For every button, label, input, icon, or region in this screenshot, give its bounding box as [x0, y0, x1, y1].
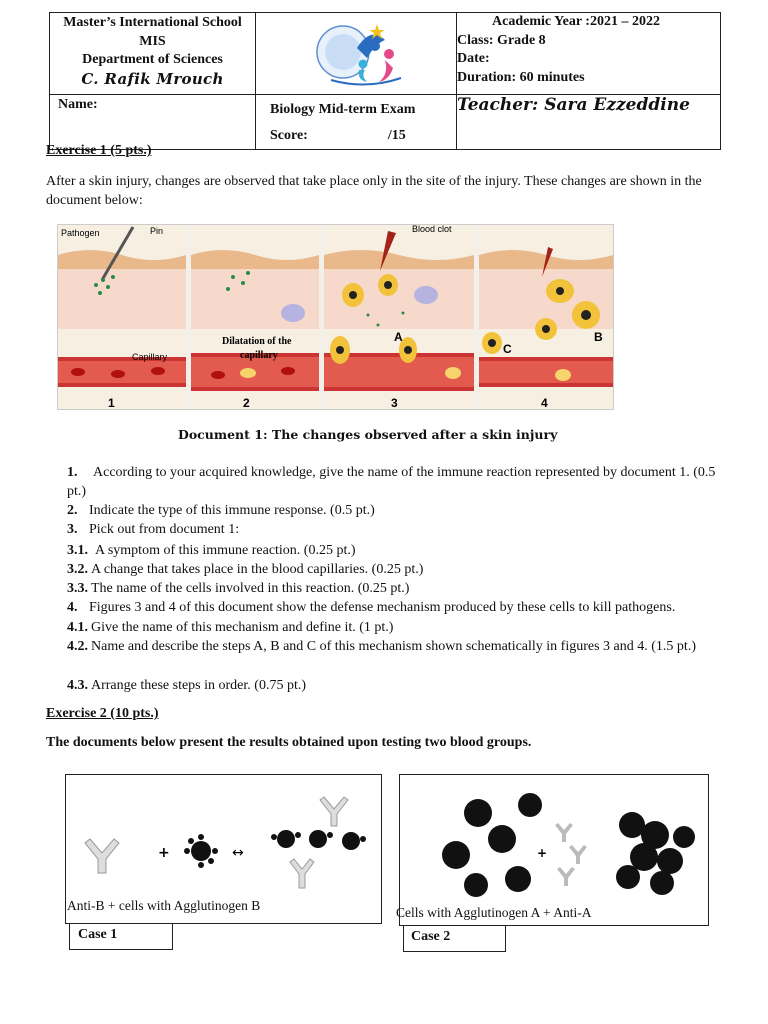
exam-details-cell	[457, 13, 721, 95]
agglutinated-clump	[616, 812, 695, 895]
exam-title-cell	[256, 95, 457, 150]
case2-label: Case 2	[411, 929, 451, 944]
anti-a-antibodies	[555, 823, 587, 886]
exam-header	[49, 12, 721, 150]
exercise1-title: Exercise 1 (5 pts.)	[46, 143, 152, 158]
case1-figure	[65, 774, 382, 924]
duration-label: Duration: 60 minutes	[457, 69, 585, 85]
exercise2-title: Exercise 2 (10 pts.)	[46, 706, 159, 721]
label-blood-clot: Blood clot	[412, 225, 452, 234]
teacher-cell	[457, 95, 721, 150]
case1-label: Case 1	[78, 927, 118, 942]
school-abbrev: MIS	[139, 33, 166, 49]
panel-number-3: 3	[391, 396, 398, 409]
question-4: 4. Figures 3 and 4 of this document show the defense mechanism produced by these cells to kill pathogens.	[67, 600, 676, 615]
school-info-cell	[50, 13, 256, 95]
name-label: Name:	[58, 97, 98, 112]
antibody-icon	[85, 839, 119, 873]
question-3: 3. Pick out from document 1:	[67, 522, 240, 537]
score-total: /15	[387, 128, 406, 143]
director-signature: C. Rafik Mrouch	[81, 69, 224, 88]
label-capillary: Capillary	[132, 352, 168, 362]
question-1: 1. According to your acquired knowledge, give the name of the immune reaction represented by document 1. (0.5 pt.)	[67, 465, 716, 499]
academic-year: Academic Year :2021 – 2022	[492, 14, 660, 29]
red-blood-cells	[442, 793, 542, 897]
panel-3	[324, 225, 474, 409]
date-label: Date:	[457, 51, 490, 66]
question-3-1: 3.1. A symptom of this immune reaction. (0.25 pt.)	[67, 543, 356, 558]
score-label: Score:	[270, 128, 308, 143]
reaction-arrow: ↔	[232, 845, 244, 861]
case2-label-box	[403, 925, 506, 952]
panel-number-2: 2	[243, 396, 250, 409]
label-pin: Pin	[150, 226, 164, 236]
panel-1	[58, 225, 186, 409]
exam-title: Biology Mid-term Exam	[270, 102, 416, 117]
label-dilatation-line2: capillary	[240, 350, 278, 361]
plus-sign: +	[158, 845, 170, 861]
label-step-c: C	[503, 342, 512, 356]
case1-label-box	[69, 923, 173, 950]
panel-number-4: 4	[541, 396, 548, 409]
cell-with-agglutinogen-icon	[184, 834, 218, 868]
teacher-name: Teacher: Sara Ezzeddine	[457, 95, 690, 115]
panel-number-1: 1	[108, 396, 115, 409]
panel-2	[191, 225, 319, 409]
case2-caption: Cells with Agglutinogen A + Anti-A	[396, 905, 592, 920]
case1-illustration	[66, 775, 381, 895]
question-4-2: 4.2. Name and describe the steps A, B and C of this mechanism shown schematically in figures 3 and 4. (1.5 pt.)	[67, 639, 696, 654]
skin-injury-illustration	[58, 225, 613, 409]
panel-4	[479, 225, 613, 409]
exercise2-intro: The documents below present the results obtained upon testing two blood groups.	[46, 735, 532, 750]
exercise1-intro: After a skin injury, changes are observed that take place only in the site of the injury. These changes are shown in the document below:	[46, 174, 702, 208]
name-cell	[50, 95, 256, 150]
agglutination-complex	[271, 797, 366, 888]
school-name: Master’s International School	[63, 15, 242, 30]
school-logo	[301, 18, 411, 90]
label-step-b: B	[594, 330, 603, 344]
label-pathogen: Pathogen	[61, 228, 100, 238]
question-3-3: 3.3. The name of the cells involved in this reaction. (0.25 pt.)	[67, 581, 410, 596]
question-4-1: 4.1. Give the name of this mechanism and define it. (1 pt.)	[67, 620, 394, 635]
document1-figure	[57, 224, 614, 410]
class-label: Class: Grade 8	[457, 32, 546, 48]
document1-caption: Document 1: The changes observed after a skin injury	[178, 427, 558, 442]
label-step-a: A	[394, 330, 403, 344]
label-dilatation-line1: Dilatation of the	[222, 336, 292, 347]
department-name: Department of Sciences	[82, 52, 223, 67]
plus-sign-2: +	[537, 846, 548, 860]
logo-cell	[256, 13, 457, 95]
question-3-2: 3.2. A change that takes place in the blood capillaries. (0.25 pt.)	[67, 562, 424, 577]
question-4-3: 4.3. Arrange these steps in order. (0.75 pt.)	[67, 678, 306, 693]
case2-illustration	[400, 775, 708, 900]
question-2: 2. Indicate the type of this immune response. (0.5 pt.)	[67, 503, 375, 518]
case1-caption: Anti-B + cells with Agglutinogen B	[67, 898, 261, 913]
case2-figure	[396, 774, 709, 926]
